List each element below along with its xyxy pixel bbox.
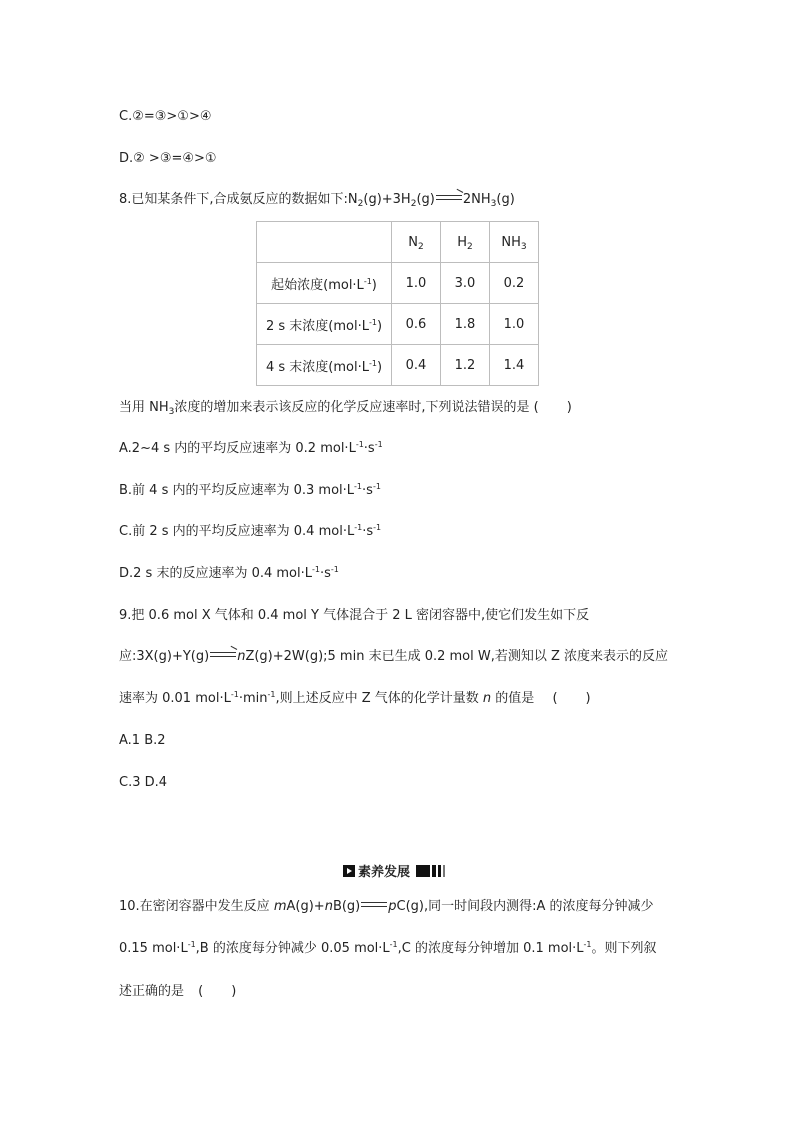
q9-text: 的值是 <box>495 691 535 706</box>
question-text: 浓度的增加来表示该反应的化学反应速率时,下列说法错误的是 ( <box>174 400 539 415</box>
q8-stem-part: (g) <box>416 192 435 207</box>
play-icon <box>343 865 355 877</box>
q10-text: 述正确的是 <box>119 984 185 999</box>
superscript: -1 <box>368 358 377 368</box>
q8-stem <box>119 191 515 209</box>
table-header-row <box>257 222 539 263</box>
coefficient-n: n <box>482 691 492 706</box>
q10-text: C(g),同一时间段内测得:A 的浓度每分钟减少 <box>396 899 654 914</box>
section-title: 素养发展 <box>358 865 411 880</box>
q9-line-3 <box>119 690 591 708</box>
header-text: NH <box>501 234 521 250</box>
bars-decoration-icon <box>416 865 445 877</box>
table-cell: 1.2 <box>441 345 490 386</box>
q9-text: 应:3X(g)+Y(g) <box>119 649 210 664</box>
option-unit: ·s <box>362 524 374 539</box>
table-row <box>257 263 539 304</box>
superscript: -1 <box>583 940 592 949</box>
table-header-cell <box>392 222 441 263</box>
option-text: B.前 4 s 内的平均反应速率为 0.3 mol·L <box>119 483 355 498</box>
table-corner-cell <box>257 222 392 263</box>
row-label-tail: ) <box>376 359 383 375</box>
option-text: A.2~4 s 内的平均反应速率为 0.2 mol·L <box>119 441 356 456</box>
answer-paren: ) <box>585 691 591 706</box>
reaction-arrow-icon <box>361 901 387 909</box>
subscript: 3 <box>520 241 527 252</box>
coefficient-p: p <box>388 899 397 914</box>
coefficient-n: n <box>237 649 246 664</box>
table-row <box>257 345 539 386</box>
subscript: 2 <box>357 199 364 209</box>
superscript: -1 <box>355 440 364 449</box>
option-text: D.2 s 末的反应速率为 0.4 mol·L <box>119 566 312 581</box>
subscript: 2 <box>467 241 473 252</box>
row-label-cell <box>257 345 392 386</box>
q10-line-1 <box>119 898 654 916</box>
table-cell: 1.8 <box>441 304 490 345</box>
table-cell: 0.4 <box>392 345 441 386</box>
coefficient-m: m <box>273 899 287 914</box>
q8-option-b <box>119 482 381 500</box>
q9-line-1: 9.把 0.6 mol X 气体和 0.4 mol Y 气体混合于 2 L 密闭容器中,使它们发生如下反 <box>119 608 590 623</box>
q9-options-row-2: C.3 D.4 <box>119 775 168 790</box>
subscript: 2 <box>418 241 424 252</box>
q10-text: A(g)+ <box>286 899 325 914</box>
q10-text: ,C 的浓度每分钟增加 0.1 mol·L <box>397 941 584 956</box>
subscript: 3 <box>168 407 175 417</box>
superscript: -1 <box>267 690 276 699</box>
superscript: -1 <box>389 940 398 949</box>
q8-data-table <box>256 221 539 386</box>
header-text: N <box>408 234 418 250</box>
q10-text: 0.15 mol·L <box>119 941 188 956</box>
q10-text: ,B 的浓度每分钟减少 0.05 mol·L <box>195 941 390 956</box>
row-label: 4 s 末浓度(mol·L <box>265 359 369 375</box>
superscript: -1 <box>354 482 363 491</box>
q9-text: Z(g)+2W(g);5 min 末已生成 0.2 mol W,若测知以 Z 浓度来表示的反应 <box>245 649 669 664</box>
table-row <box>257 304 539 345</box>
superscript: -1 <box>312 565 320 574</box>
answer-paren: ) <box>231 984 237 999</box>
q8-question <box>119 399 572 417</box>
header-text: H <box>457 234 468 250</box>
superscript: -1 <box>368 317 377 327</box>
q8-stem-part: 2NH <box>462 192 491 207</box>
option-c-prev: C.②=③>①>④ <box>119 109 212 124</box>
q10-text: B(g) <box>332 899 361 914</box>
q9-text: ,则上述反应中 Z 气体的化学计量数 <box>275 691 479 706</box>
superscript: -1 <box>372 482 381 491</box>
q8-stem-part: 8.已知某条件下,合成氨反应的数据如下:N <box>119 192 358 207</box>
answer-paren: ( <box>198 984 204 999</box>
q8-stem-part: (g)+3H <box>363 192 411 207</box>
table-cell: 0.2 <box>490 263 539 304</box>
q9-options-row-1: A.1 B.2 <box>119 733 166 748</box>
option-unit: ·s <box>363 441 375 456</box>
superscript: -1 <box>363 276 372 286</box>
q8-option-c <box>119 523 381 541</box>
option-text: C.前 2 s 内的平均反应速率为 0.4 mol·L <box>119 524 355 539</box>
row-label: 起始浓度(mol·L <box>271 277 364 293</box>
equilibrium-arrow-icon <box>436 194 462 202</box>
question-paren: ) <box>566 400 572 415</box>
table-cell: 1.0 <box>490 304 539 345</box>
option-unit: ·s <box>362 483 373 498</box>
superscript: -1 <box>187 940 196 949</box>
q9-text: ·min <box>238 691 268 706</box>
q8-option-d <box>119 565 339 583</box>
superscript: -1 <box>374 440 383 449</box>
superscript: -1 <box>354 523 363 532</box>
coefficient-n: n <box>324 899 333 914</box>
answer-paren: ( <box>552 691 558 706</box>
question-text: 当用 NH <box>119 400 169 415</box>
table-cell: 1.0 <box>392 263 441 304</box>
row-label-cell <box>257 304 392 345</box>
subscript: 3 <box>490 199 497 209</box>
superscript: -1 <box>330 565 339 574</box>
option-d-prev: D.② >③=④>① <box>119 151 217 166</box>
table-header-cell <box>441 222 490 263</box>
q10-line-3 <box>119 983 236 1001</box>
q10-line-2 <box>119 940 657 958</box>
equilibrium-arrow-icon <box>210 651 236 659</box>
table-cell: 1.4 <box>490 345 539 386</box>
q8-stem-part: (g) <box>496 192 515 207</box>
table-cell: 3.0 <box>441 263 490 304</box>
q9-line-2 <box>119 648 668 666</box>
row-label: 2 s 末浓度(mol·L <box>265 318 369 334</box>
q10-text: 10.在密闭容器中发生反应 <box>119 899 270 914</box>
option-unit: ·s <box>319 566 331 581</box>
row-label-tail: ) <box>371 277 377 293</box>
row-label-tail: ) <box>376 318 383 334</box>
q10-text: 。则下列叙 <box>591 941 657 956</box>
subscript: 2 <box>410 199 417 209</box>
q9-text: 速率为 0.01 mol·L <box>119 691 231 706</box>
table-cell: 0.6 <box>392 304 441 345</box>
superscript: -1 <box>230 690 239 699</box>
row-label-cell <box>257 263 392 304</box>
superscript: -1 <box>373 523 382 532</box>
section-header <box>343 861 445 880</box>
table-header-cell <box>490 222 539 263</box>
q8-option-a <box>119 440 383 458</box>
